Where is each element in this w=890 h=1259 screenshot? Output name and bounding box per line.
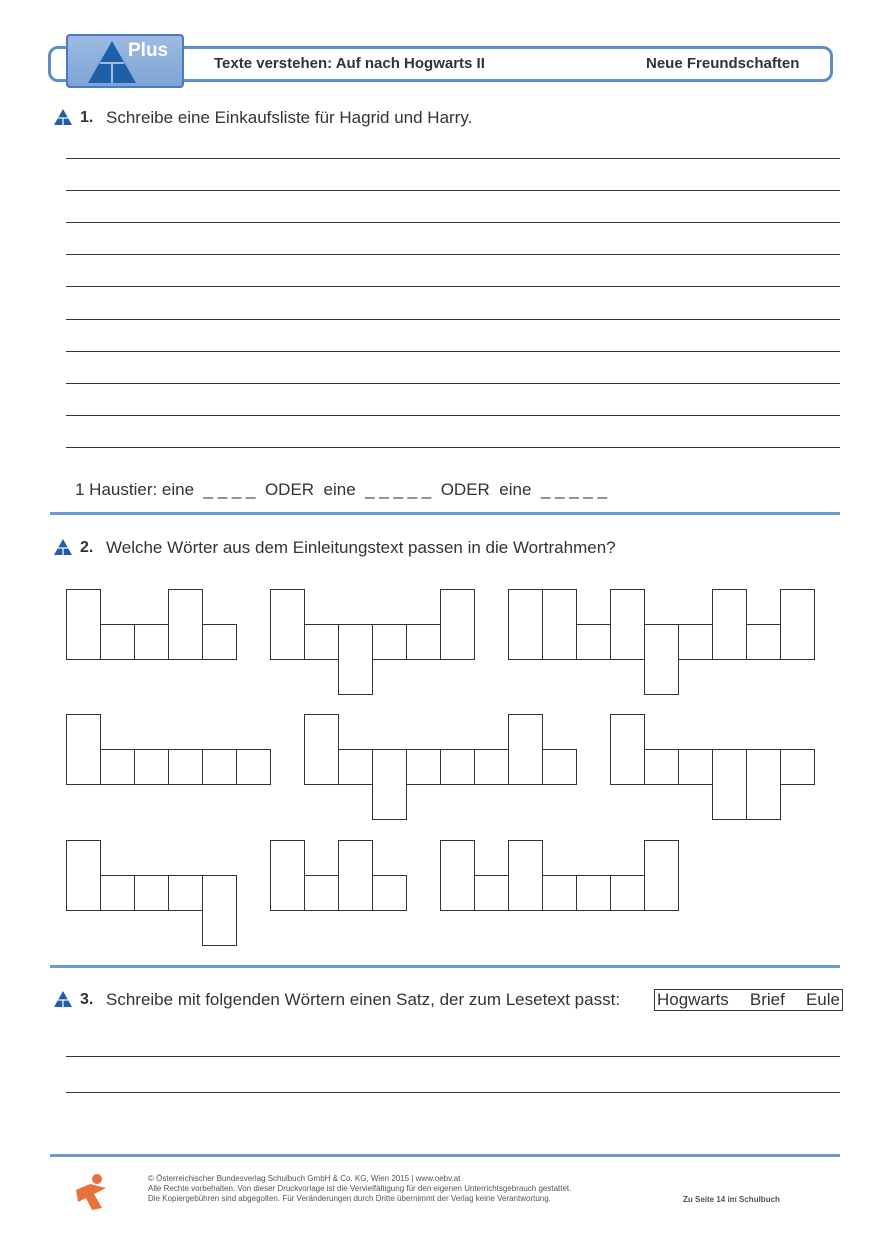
writing-line — [66, 158, 840, 159]
word: Brief — [749, 990, 785, 1009]
letter-box — [440, 840, 475, 911]
pyramid-icon — [53, 990, 73, 1008]
letter-box — [508, 589, 543, 660]
letter-box — [474, 875, 509, 911]
letter-box — [678, 624, 713, 660]
letter-box — [202, 624, 237, 660]
word-box — [654, 989, 843, 1011]
rights-notice: Alle Rechte vorbehalten. Von dieser Druckvorlage ist die Vervielfältigung für den eigenen Unterrichtsgebrauch gestattet. — [148, 1184, 572, 1193]
letter-box — [134, 749, 169, 785]
writing-line — [66, 286, 840, 287]
letter-box — [134, 875, 169, 911]
letter-box — [100, 624, 135, 660]
letter-box — [610, 714, 645, 785]
writing-line — [66, 190, 840, 191]
letter-box — [338, 749, 373, 785]
writing-line — [66, 254, 840, 255]
task-2-number: 2. — [80, 539, 94, 556]
footer-divider — [50, 1154, 840, 1157]
writing-line — [66, 1056, 840, 1057]
letter-box — [508, 714, 543, 785]
pyramid-icon — [53, 108, 73, 126]
letter-box — [372, 624, 407, 660]
letter-box — [678, 749, 713, 785]
letter-box — [134, 624, 169, 660]
word: Eule — [805, 990, 840, 1009]
letter-box — [66, 714, 101, 785]
letter-box — [338, 840, 373, 911]
letter-box — [440, 589, 475, 660]
letter-box — [100, 749, 135, 785]
page-title: Texte verstehen: Auf nach Hogwarts II — [214, 55, 485, 72]
letter-box — [168, 875, 203, 911]
letter-box — [304, 875, 339, 911]
fees-notice: Die Kopiergebühren sind abgegolten. Für Veränderungen durch Dritte übernimmt der Verlag keine Verantwortung. — [148, 1194, 551, 1203]
letter-box — [542, 589, 577, 660]
letter-box — [66, 589, 101, 660]
letter-box — [304, 714, 339, 785]
pyramid-icon — [53, 538, 73, 556]
writing-line — [66, 383, 840, 384]
letter-box — [474, 749, 509, 785]
letter-box — [372, 749, 407, 820]
letter-box — [304, 624, 339, 660]
letter-box — [610, 875, 645, 911]
writing-line — [66, 447, 840, 448]
letter-box — [406, 624, 441, 660]
letter-box — [202, 749, 237, 785]
letter-box — [576, 624, 611, 660]
letter-box — [338, 624, 373, 695]
section-divider — [50, 512, 840, 515]
section-title: Neue Freundschaften — [646, 55, 800, 72]
word: Hogwarts — [657, 990, 729, 1009]
task-3-number: 3. — [80, 991, 94, 1008]
letter-box — [406, 749, 441, 785]
letter-box — [746, 749, 781, 820]
letter-box — [270, 589, 305, 660]
letter-box — [168, 589, 203, 660]
letter-box — [542, 749, 577, 785]
letter-box — [610, 589, 645, 660]
logo-label: Plus — [128, 40, 169, 61]
task-3-text: Schreibe mit folgenden Wörtern einen Satz, der zum Lesetext passt: — [106, 990, 621, 1009]
letter-box — [270, 840, 305, 911]
writing-line — [66, 222, 840, 223]
writing-line — [66, 1092, 840, 1093]
letter-box — [372, 875, 407, 911]
letter-box — [542, 875, 577, 911]
copyright: © Österreichischer Bundesverlag Schulbuch GmbH & Co. KG, Wien 2015 | www.oebv.at — [148, 1174, 461, 1183]
writing-line — [66, 351, 840, 352]
writing-line — [66, 415, 840, 416]
letter-box — [746, 624, 781, 660]
letter-box — [236, 749, 271, 785]
letter-box — [440, 749, 475, 785]
letter-box — [644, 749, 679, 785]
letter-box — [644, 624, 679, 695]
letter-box — [780, 749, 815, 785]
task-1-number: 1. — [80, 109, 94, 126]
letter-box — [66, 840, 101, 911]
letter-box — [202, 875, 237, 946]
page-reference: Zu Seite 14 im Schulbuch — [683, 1195, 780, 1204]
writing-line — [66, 319, 840, 320]
section-divider — [50, 965, 840, 968]
task-2-text: Welche Wörter aus dem Einleitungstext passen in die Wortrahmen? — [106, 538, 616, 557]
publisher-logo-icon — [72, 1172, 110, 1212]
pet-line: 1 Haustier: eine _ _ _ _ ODER eine _ _ _ _ _ ODER eine _ _ _ _ _ — [75, 480, 608, 499]
footer-text — [148, 1174, 571, 1204]
letter-box — [168, 749, 203, 785]
task-1-text: Schreibe eine Einkaufsliste für Hagrid und Harry. — [106, 108, 473, 127]
letter-box — [780, 589, 815, 660]
letter-box — [644, 840, 679, 911]
letter-box — [100, 875, 135, 911]
letter-box — [712, 589, 747, 660]
letter-box — [508, 840, 543, 911]
letter-box — [576, 875, 611, 911]
letter-box — [712, 749, 747, 820]
